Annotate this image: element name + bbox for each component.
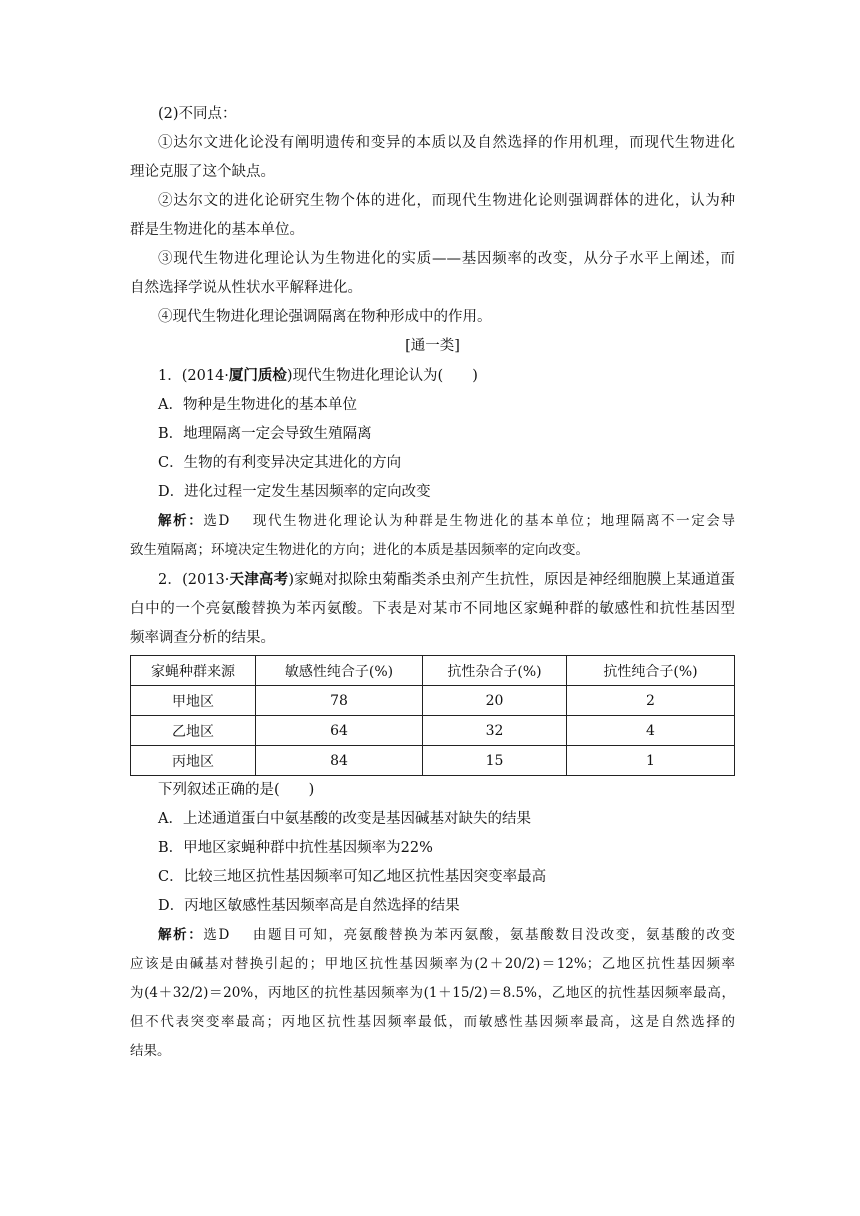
table-header-cell: 抗性纯合子(%) xyxy=(567,656,735,686)
table-cell: 32 xyxy=(423,716,567,746)
point-2-line-1: ②达尔文的进化论研究生物个体的进化，而现代生物进化论则强调群体的进化，认为种 xyxy=(158,193,735,209)
section-heading: (2)不同点： xyxy=(158,106,237,122)
question-2-stem-line-1 xyxy=(130,565,735,595)
point-4-line-1: ④现代生物进化理论强调隔离在物种形成中的作用。 xyxy=(158,309,492,325)
table-row xyxy=(131,746,735,776)
table-cell: 84 xyxy=(256,746,423,776)
table-cell: 78 xyxy=(256,686,423,716)
table-cell: 乙地区 xyxy=(131,716,256,746)
question-2-analysis-line-1 xyxy=(130,921,735,950)
question-2-option-a: A．上述通道蛋白中氨基酸的改变是基因碱基对缺失的结果 xyxy=(158,811,531,827)
point-1-line-1: ①达尔文进化论没有阐明遗传和变异的本质以及自然选择的作用机理，而现代生物进化 xyxy=(158,135,735,151)
question-1-option-d: D．进化过程一定发生基因频率的定向改变 xyxy=(158,484,431,500)
table-cell: 4 xyxy=(567,716,735,746)
question-2-option-c: C．比较三地区抗性基因频率可知乙地区抗性基因突变率最高 xyxy=(158,869,547,885)
question-2-analysis-label: 解析： xyxy=(158,927,204,943)
question-1-stem-text: )现代生物进化理论认为( ) xyxy=(286,368,478,384)
document-page xyxy=(130,100,735,1066)
question-1-option-a: A．物种是生物进化的基本单位 xyxy=(158,397,357,413)
question-2-analysis-line-2: 应该是由碱基对替换引起的；甲地区抗性基因频率为(2＋20/2)＝12%；乙地区抗性基因频率 xyxy=(130,956,735,972)
question-2-source-prefix: (2013· xyxy=(182,572,230,588)
question-2-analysis-line-5: 结果。 xyxy=(130,1043,171,1059)
question-1-source-prefix: (2014· xyxy=(181,368,229,384)
table-cell: 1 xyxy=(567,746,735,776)
question-1-analysis-text-1: 现代生物进化理论认为种群是生物进化的基本单位；地理隔离不一定会导 xyxy=(251,513,736,529)
question-1-option-b: B．地理隔离一定会导致生殖隔离 xyxy=(158,426,372,442)
point-2-line-2: 群是生物进化的基本单位。 xyxy=(130,222,304,238)
table-cell: 15 xyxy=(423,746,567,776)
question-1-analysis-line-2: 致生殖隔离；环境决定生物进化的方向；进化的本质是基因频率的定向改变。 xyxy=(130,542,589,558)
table-header-row xyxy=(131,656,735,686)
question-1-option-c: C．生物的有利变异决定其进化的方向 xyxy=(158,455,402,471)
question-2-source-name: 天津高考 xyxy=(229,571,289,588)
question-1-answer: 选D xyxy=(203,513,230,529)
question-2-stem-line-3: 频率调查分析的结果。 xyxy=(130,630,275,646)
table-row xyxy=(131,716,735,746)
question-1-analysis-label: 解析： xyxy=(158,513,204,529)
question-1-source-name: 厦门质检 xyxy=(228,367,287,384)
table-row xyxy=(131,686,735,716)
table-header-cell: 家蝇种群来源 xyxy=(131,656,256,686)
table-cell: 64 xyxy=(256,716,423,746)
question-2-stem-text-1: )家蝇对拟除虫菊酯类杀虫剂产生抗性，原因是神经细胞膜上某通道蛋 xyxy=(288,572,736,588)
question-1-analysis-line-1 xyxy=(130,507,735,536)
genotype-frequency-table xyxy=(130,655,735,776)
point-1-line-2: 理论克服了这个缺点。 xyxy=(130,164,275,180)
table-cell: 丙地区 xyxy=(131,746,256,776)
question-2-option-b: B．甲地区家蝇种群中抗性基因频率为22% xyxy=(158,840,433,856)
question-2-answer: 选D xyxy=(203,927,230,943)
table-cell: 2 xyxy=(567,686,735,716)
question-2-number: 2． xyxy=(158,572,183,588)
table-header-cell: 敏感性纯合子(%) xyxy=(256,656,423,686)
question-1-number: 1． xyxy=(158,368,182,384)
question-2-stem-line-2: 白中的一个亮氨酸替换为苯丙氨酸。下表是对某市不同地区家蝇种群的敏感性和抗性基因型 xyxy=(130,601,735,617)
table-cell: 甲地区 xyxy=(131,686,256,716)
point-3-line-1: ③现代生物进化理论认为生物进化的实质——基因频率的改变，从分子水平上阐述，而 xyxy=(158,251,735,267)
practice-label: [通一类] xyxy=(405,338,460,354)
table-header-cell: 抗性杂合子(%) xyxy=(423,656,567,686)
question-1-stem xyxy=(130,361,735,391)
table-cell: 20 xyxy=(423,686,567,716)
point-3-line-2: 自然选择学说从性状水平解释进化。 xyxy=(130,280,362,296)
question-2-analysis-line-3: 为(4＋32/2)＝20%，丙地区的抗性基因频率为(1＋15/2)＝8.5%，乙地区的抗性基因频率最高， xyxy=(130,985,735,1001)
question-2-prompt: 下列叙述正确的是( ) xyxy=(158,782,315,798)
question-2-analysis-text-1: 由题目可知，亮氨酸替换为苯丙氨酸，氨基酸数目没改变，氨基酸的改变 xyxy=(251,927,736,943)
question-2-option-d: D．丙地区敏感性基因频率高是自然选择的结果 xyxy=(158,898,460,914)
question-2-analysis-line-4: 但不代表突变率最高；丙地区抗性基因频率最低，而敏感性基因频率最高，这是自然选择的 xyxy=(130,1014,735,1030)
